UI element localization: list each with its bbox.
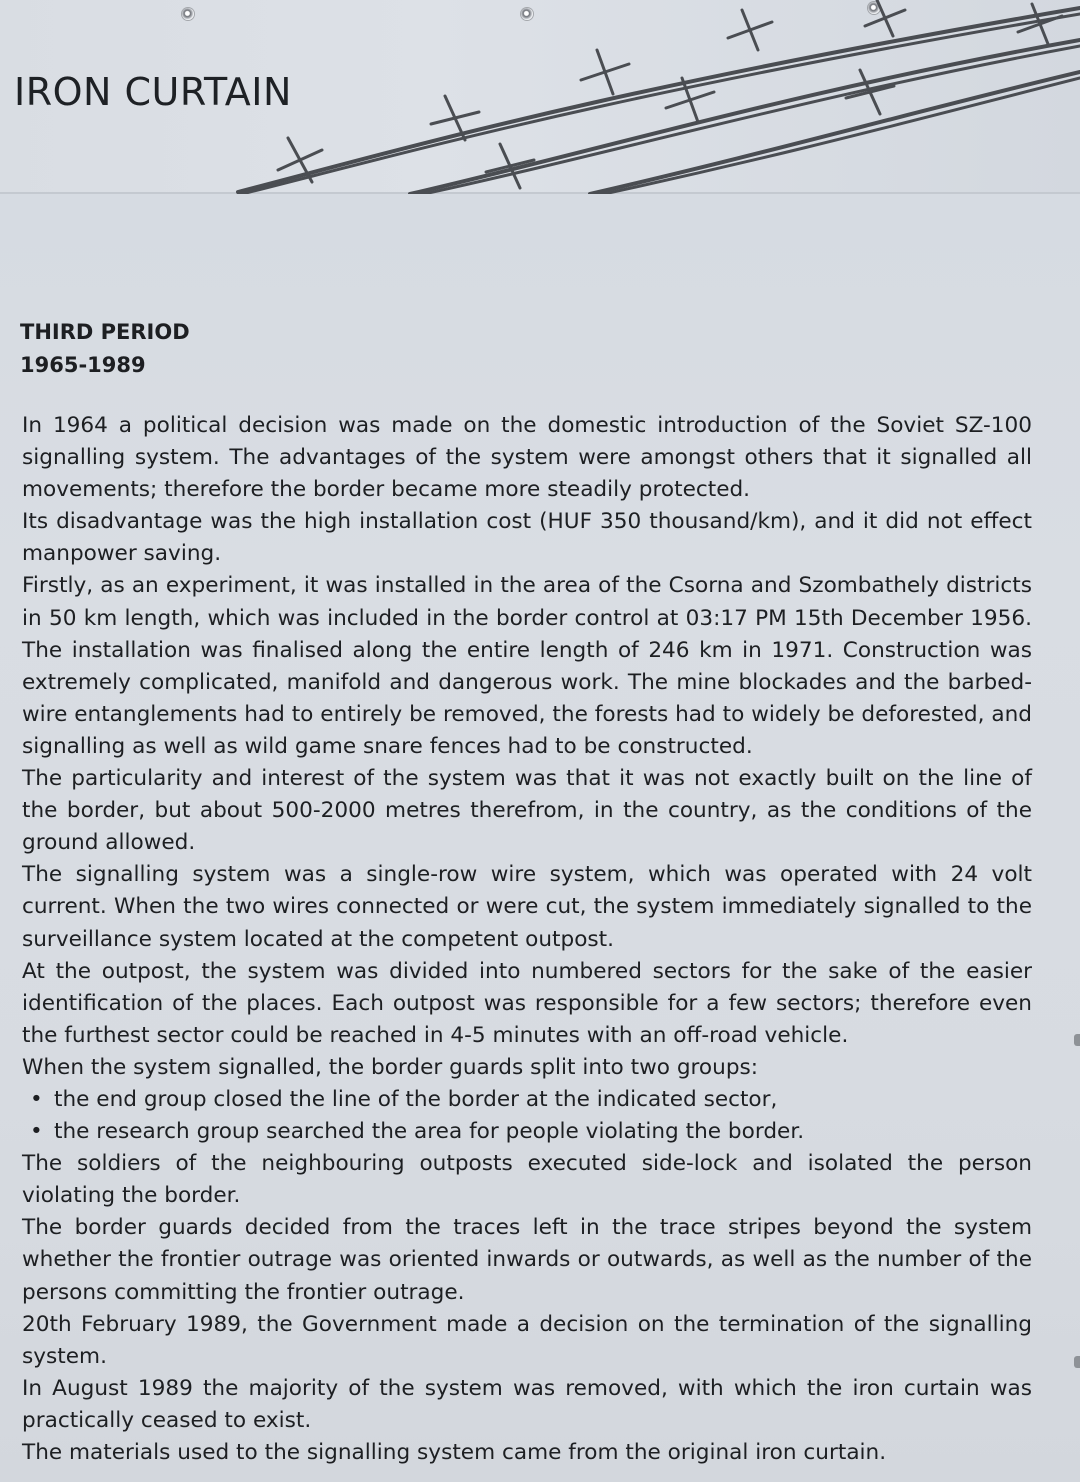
paragraph: In August 1989 the majority of the system was removed, with which the iron curtain was practically ceased to exist. bbox=[22, 1375, 1032, 1433]
section-heading bbox=[20, 316, 190, 382]
paragraph: Firstly, as an experiment, it was installed in the area of the Csorna and Szombathely districts in 50 km length, which was included in the border control at 03:17 PM 15th December 1956. The installation was finalised along the entire length of 246 km in 1971. Construction was extremely complicated, manifold and dangerous work. The mine blockades and the barbed-wire entanglements had to entirely be removed, the forests had to widely be deforested, and signalling as well as wild game snare fences had to be constructed. bbox=[22, 573, 1032, 759]
bullet-list bbox=[22, 1084, 1032, 1148]
article-body bbox=[22, 410, 1032, 1469]
paragraph: The materials used to the signalling system came from the original iron curtain. bbox=[22, 1440, 887, 1465]
mount-bolt-icon bbox=[1074, 1356, 1080, 1368]
paragraph: When the system signalled, the border guards split into two groups: bbox=[22, 1054, 759, 1080]
paragraph: At the outpost, the system was divided into numbered sectors for the sake of the easier identification of the places. Each outpost was responsible for a few sectors; therefore even the furthest sector could be reached in 4-5 minutes with an off-road vehicle. bbox=[22, 958, 1032, 1048]
period-title: THIRD PERIOD bbox=[20, 320, 190, 344]
paragraph: The soldiers of the neighbouring outposts executed side-lock and isolated the person violating the border. bbox=[22, 1151, 1032, 1209]
page-title: IRON CURTAIN bbox=[14, 70, 292, 114]
mount-bolt-icon bbox=[1074, 1034, 1080, 1046]
paragraph: In 1964 a political decision was made on the domestic introduction of the Soviet SZ-100 signalling system. The advantages of the system were amongst others that it signalled all movements; therefore the border became more steadily protected. bbox=[22, 413, 1032, 503]
paragraph: The signalling system was a single-row wire system, which was operated with 24 volt current. When the two wires connected or were cut, the system immediately signalled to the surveillance system located at the competent outpost. bbox=[22, 862, 1032, 952]
period-years: 1965-1989 bbox=[20, 353, 146, 377]
list-item: • the research group searched the area for people violating the border. bbox=[22, 1116, 1032, 1148]
paragraph: The particularity and interest of the system was that it was not exactly built on the line of the border, but about 500-2000 metres therefrom, in the country, as the conditions of the ground allowed. bbox=[22, 766, 1032, 856]
paragraph: The border guards decided from the traces left in the trace stripes beyond the system whether the frontier outrage was oriented inwards or outwards, as well as the number of the persons committing the frontier outrage. bbox=[22, 1215, 1032, 1305]
paragraph: Its disadvantage was the high installation cost (HUF 350 thousand/km), and it did not effect manpower saving. bbox=[22, 509, 1032, 567]
paragraph: 20th February 1989, the Government made a decision on the termination of the signalling system. bbox=[22, 1311, 1032, 1369]
list-item: • the end group closed the line of the border at the indicated sector, bbox=[22, 1084, 1032, 1116]
